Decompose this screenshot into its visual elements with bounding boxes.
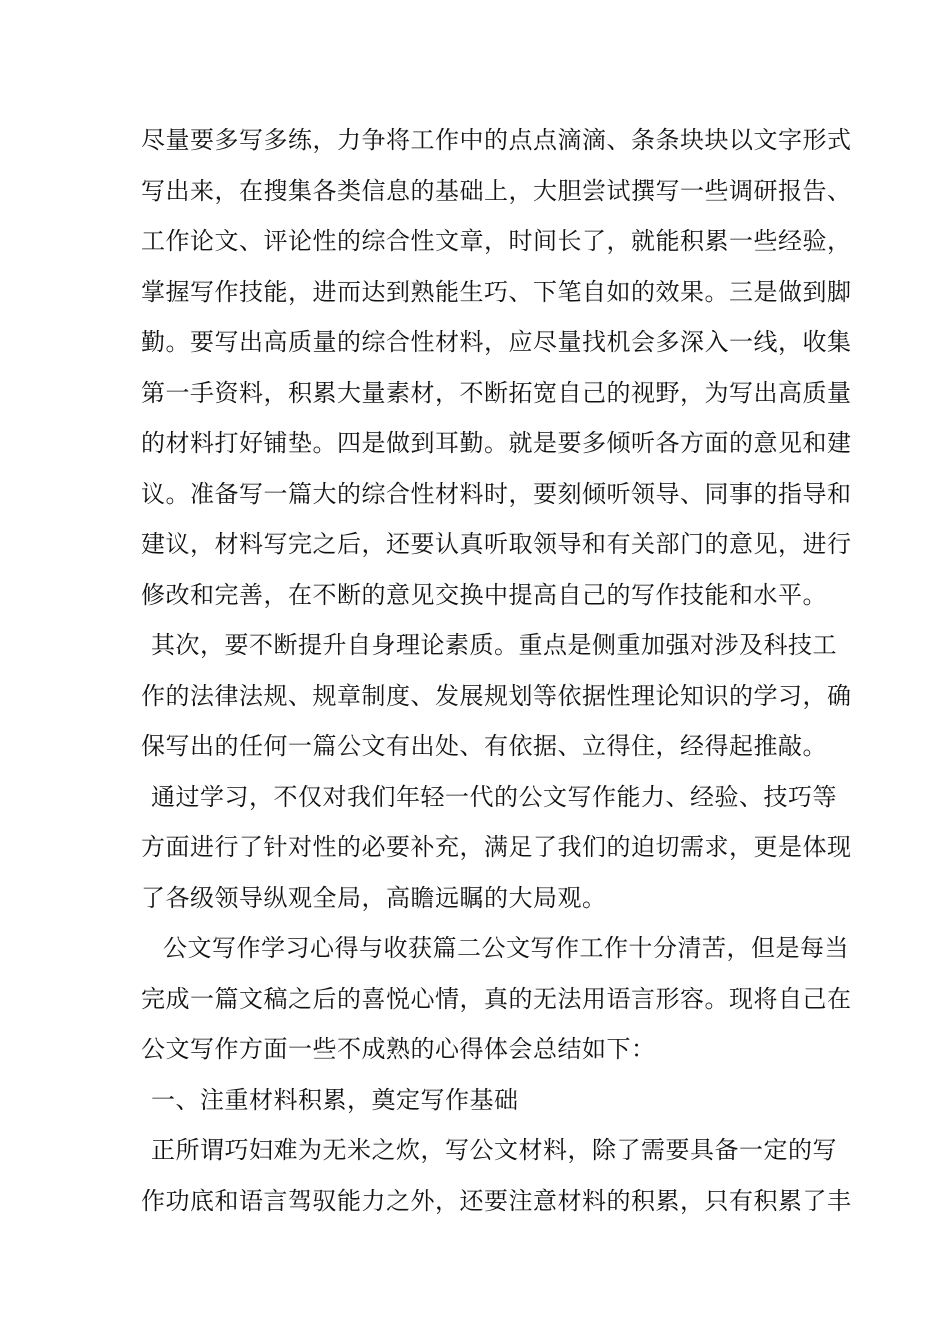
text-line: 了各级领导纵观全局，高瞻远瞩的大局观。: [141, 883, 607, 912]
text-line: 修改和完善，在不断的意见交换中提高自己的写作技能和水平。: [141, 580, 827, 609]
section-heading: 一、注重材料积累，奠定写作基础: [151, 1085, 519, 1114]
text-line: 完成一篇文稿之后的喜悦心情，真的无法用语言形容。现将自己在: [141, 984, 852, 1013]
text-line: 公文写作学习心得与收获篇二公文写作工作十分清苦，但是每当: [163, 934, 849, 962]
text-line: 建议，材料写完之后，还要认真听取领导和有关部门的意见，进行: [141, 530, 852, 558]
text-line: 的材料打好铺垫。四是做到耳勤。就是要多倾听各方面的意见和建: [141, 429, 852, 457]
text-line: 第一手资料，积累大量素材，不断拓宽自己的视野，为写出高质量: [141, 378, 852, 407]
text-line: 方面进行了针对性的必要补充，满足了我们的迫切需求，更是体现: [141, 833, 852, 861]
text-line: 勤。要写出高质量的综合性材料，应尽量找机会多深入一线，收集: [141, 328, 852, 356]
text-line: 正所谓巧妇难为无米之炊，写公文材料，除了需要具备一定的写: [151, 1136, 837, 1164]
text-line: 公文写作方面一些不成熟的心得体会总结如下：: [141, 1035, 656, 1063]
text-line: 作的法律法规、规章制度、发展规划等依据性理论知识的学习，确: [141, 681, 852, 710]
text-line: 作功底和语言驾驭能力之外，还要注意材料的积累，只有积累了丰: [141, 1186, 852, 1215]
text-line: 通过学习，不仅对我们年轻一代的公文写作能力、经验、技巧等: [151, 782, 837, 811]
text-line: 掌握写作技能，进而达到熟能生巧、下笔自如的效果。三是做到脚: [141, 277, 852, 306]
text-line: 工作论文、评论性的综合性文章，时间长了，就能积累一些经验，: [141, 227, 852, 255]
text-line: 其次，要不断提升自身理论素质。重点是侧重加强对涉及科技工: [151, 631, 837, 659]
document-body: [141, 115, 852, 1226]
text-line: 尽量要多写多练，力争将工作中的点点滴滴、条条块块以文字形式: [141, 126, 852, 154]
text-line: 保写出的任何一篇公文有出处、有依据、立得住，经得起推敲。: [141, 732, 827, 760]
text-line: 写出来，在搜集各类信息的基础上，大胆尝试撰写一些调研报告、: [141, 176, 852, 205]
text-line: 议。准备写一篇大的综合性材料时，要刻倾听领导、同事的指导和: [141, 479, 852, 508]
